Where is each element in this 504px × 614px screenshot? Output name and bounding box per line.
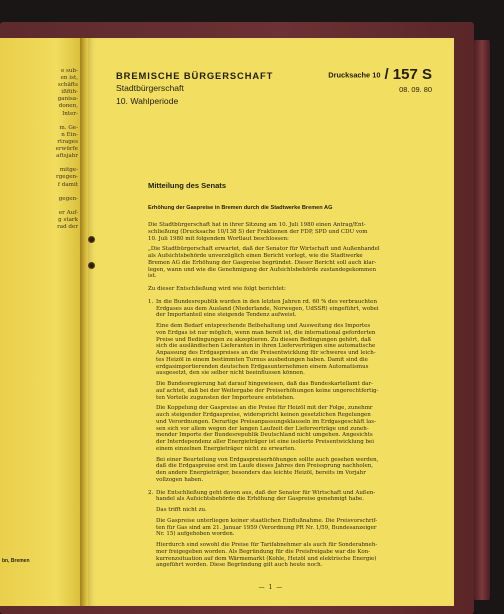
item-1-paragraph-2: [148, 323, 420, 377]
text-line: Die Gaspreise unterliegen keiner staatlichen Einflußnahme. Die Preisvorschrif-: [156, 517, 378, 524]
text-line: handel als Aufsichtsbehörde die Erhöhung der Gaspreise genehmigt habe.: [156, 496, 365, 503]
item-2-number: 2.: [148, 489, 154, 496]
body-name: Stadtbürgerschaft: [116, 83, 184, 93]
text-line: als Aufsichtsbehörde unverzüglich einen Bericht vorlegt, wie die Stadtwerke: [148, 253, 363, 259]
previous-page-line: schäfts: [57, 82, 78, 89]
text-line: Eine dem Bedarf entsprechende Beibehaltung und Ausweitung des Importes: [156, 323, 371, 329]
text-line: mender Importe der Bundesrepublik Deutschland nicht umgehen. Angesichts: [156, 432, 373, 439]
previous-page-line: n Ein-: [61, 131, 78, 138]
text-line: auch steigender Erdgaspreise, widerspricht keinen gesetzlichen Regelungen: [156, 412, 371, 418]
punch-hole-bottom: [88, 262, 95, 269]
text-line: Bremen AG die Erhöhung der Gaspreise begründet. Dieser Bericht soll auch klar-: [148, 259, 377, 266]
previous-page-line: [0, 189, 78, 196]
text-line: Preise und Bedingungen zu akzeptieren. Zu diesen Bedingungen gehört, daß: [156, 336, 372, 343]
previous-page-line: ganisa-: [57, 96, 78, 103]
previous-page-line: aftsjahr: [56, 153, 78, 160]
item-1-paragraph-3: [148, 381, 420, 401]
item-2-paragraph-3: [148, 518, 420, 538]
text-line: den andere Energieträger, besonders das leichte Heizöl, bereits im Vorjahr: [156, 470, 366, 476]
text-line: einem einzelnen Energieträger nicht zu erwarten.: [156, 445, 296, 452]
organization-name: BREMISCHE BÜRGERSCHAFT: [116, 70, 274, 81]
previous-page-line: rad der: [57, 224, 78, 231]
document-date: 08. 09. 80: [399, 85, 432, 94]
previous-page-text: [0, 68, 78, 231]
legislative-period: 10. Wahlperiode: [116, 96, 179, 106]
previous-page-line: m. Ge-: [59, 124, 78, 131]
text-line: auf achtet, daß bei der Weitergabe der Preiserhöhungen keine ungerechtfertig-: [156, 387, 379, 394]
text-line: daß die Erdgaspreise erst im Laufe dieses Jahres den Preissprung nachholen,: [156, 463, 374, 470]
text-line: ist.: [148, 273, 157, 280]
text-line: schließung (Drucksache 10/138 S) der Fraktionen der FDP, SPD und CDU vom: [148, 228, 368, 235]
previous-page-line: [0, 118, 78, 125]
text-line: sen sich vor allem wegen der langen Laufzeit der Lieferverträge und zuneh-: [156, 425, 369, 432]
text-line: der Importanteil eine steigende Tendenz aufweist.: [156, 312, 297, 319]
text-line: Das trifft nicht zu.: [156, 507, 207, 513]
quoted-resolution: [148, 246, 420, 280]
document-subtitle: Erhöhung der Gaspreise in Bremen durch die Stadtwerke Bremen AG: [148, 205, 333, 211]
text-line: tes Heizöl in einem bestimmten Turnus ausbedungen haben. Damit sind die: [156, 356, 368, 363]
previous-page-line: mitge-: [59, 167, 78, 174]
text-line: Anpassung des Erdgaspreises an die Preisentwicklung für schweres und leich-: [156, 350, 376, 356]
previous-page-line: [0, 203, 78, 210]
previous-page-line: donen,: [58, 103, 78, 110]
text-line: Die Koppelung der Gaspreise an die Preise für Heizöl mit der Folge, zunehmr: [156, 405, 373, 412]
previous-page-line: g stark: [58, 216, 78, 223]
item-1-number: 1.: [148, 298, 154, 305]
text-line: erdgasimportierenden deutschen Erdgasunternehmen einem Automatismus: [156, 363, 369, 370]
text-line: angeführt worden. Diese Begründung gilt auch heute noch.: [156, 562, 323, 569]
text-line: Erdgases aus dem Ausland (Niederlande, Norwegen, UdSSR) eingeführt, wobei: [156, 305, 379, 312]
text-line: ten Vorteile zugunsten der Importeure entstehen.: [156, 394, 295, 401]
text-line: Bei einer Beurteilung von Erdgaspreiserhöhungen sollte auch gesehen werden,: [156, 456, 379, 463]
text-line: Die Stadtbürgerschaft hat in ihrer Sitzung am 10. Juli 1980 einen Antrag/Ent-: [148, 222, 366, 228]
text-line: 10. Juli 1980 mit folgendem Wortlaut beschlossen:: [148, 235, 289, 242]
text-line: ten für Gas sind am 21. Januar 1959 (Verordnung PR Nr. 1/59, Bundesanzeiger: [156, 524, 377, 531]
text-line: Die Entschließung geht davon aus, daß der Senator für Wirtschaft und Außen-: [156, 489, 376, 496]
item-2-text: [156, 490, 375, 503]
binder-spine-edge: [474, 40, 490, 600]
text-line: mer freigegeben worden. Als Begründung für die Preisfreigabe war die Kon-: [156, 548, 371, 555]
text-line: ausgesetzt, den sie selber nicht beeinflussen können.: [156, 370, 305, 377]
previous-page-line: erwürfe: [55, 146, 78, 153]
item-1-text: [156, 299, 379, 319]
previous-page-line: gegen-: [58, 195, 78, 202]
drucksache-number: / 157 S: [384, 66, 432, 84]
previous-page-line: e sub-: [60, 68, 78, 74]
previous-page-line: er Auf-: [58, 209, 78, 216]
previous-page-line: f damit: [57, 181, 78, 188]
punch-hole-top: [88, 236, 95, 243]
item-2-paragraph-2: [148, 507, 420, 514]
text-line: Nr. 15) aufgehoben worden.: [156, 531, 235, 538]
text-line: vollzogen haben.: [156, 476, 204, 483]
document-page: [88, 38, 454, 606]
text-line: kurrenzsituation auf dem Wärmemarkt (Kohle, Heizöl und elektrische Energie): [156, 555, 377, 562]
previous-page-line: rgegen-: [56, 174, 78, 181]
item-2-paragraph-4: [148, 542, 420, 569]
previous-page-footer: bn, Bremen: [2, 558, 30, 564]
previous-page: [0, 38, 82, 606]
previous-page-line: en ist,: [60, 75, 78, 82]
item-2: [148, 490, 420, 504]
page-gutter: [80, 38, 88, 606]
text-line: von Erdgas ist nur möglich, wenn man bereit ist, die international geforderten: [156, 329, 376, 336]
text-line: sich die ausländischen Lieferanten in ihren Lieferverträgen eine automatische: [156, 343, 376, 350]
page-number: — 1 —: [258, 584, 284, 591]
statement-intro: Zu dieser Entschließung wird wie folgt berichtet:: [148, 286, 286, 292]
drucksache-label: Drucksache 10: [328, 70, 381, 80]
previous-page-line: ißfüh-: [61, 89, 78, 96]
document-body: [148, 222, 420, 573]
document-title: Mitteilung des Senats: [148, 181, 227, 190]
drucksache-block: [328, 66, 432, 94]
text-line: In die Bundesrepublik wurden in den letzten Jahren rd. 60 % des verbrauchten: [156, 298, 377, 305]
text-line: legen, wann und wie die Genehmigung der Aufsichtsbehörde zustandegekommen: [148, 266, 377, 273]
item-1-paragraph-5: [148, 457, 420, 484]
text-line: Hierdurch sind sowohl die Preise für Tarifabnehmer als auch für Sonderabneh-: [156, 542, 378, 548]
previous-page-line: [0, 160, 78, 167]
text-line: der Interdependenz aller Energieträger ist eine isolierte Preisentwicklung bei: [156, 439, 375, 445]
intro-paragraph: [148, 222, 420, 242]
text-line: Die Bundesregierung hat darauf hingewiesen, daß das Bundeskartellamt dar-: [156, 381, 373, 387]
item-1: [148, 299, 420, 319]
previous-page-line: rtrages: [57, 138, 78, 145]
item-1-paragraph-4: [148, 405, 420, 452]
text-line: „Die Stadtbürgerschaft erwartet, daß der Senator für Wirtschaft und Außenhandel: [148, 246, 380, 253]
previous-page-line: Inter-: [62, 110, 78, 117]
text-line: und Verordnungen. Derartige Preisanpassungsklauseln im Erdgasgeschäft las-: [156, 418, 376, 425]
